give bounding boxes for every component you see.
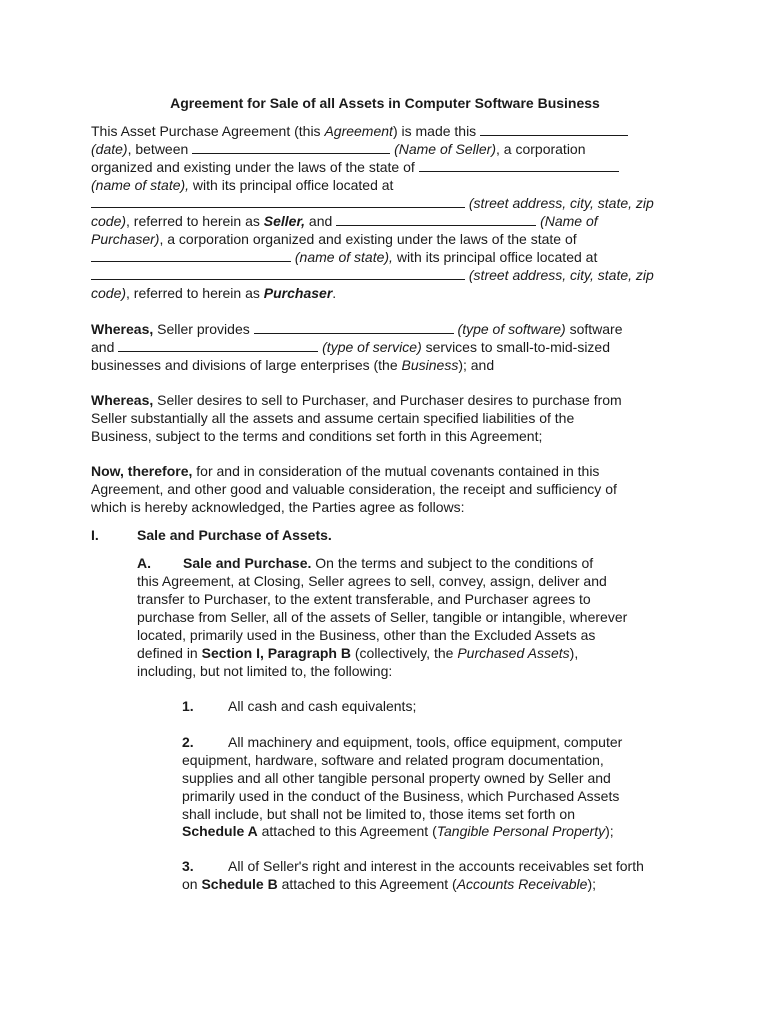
item-2-line-1: 2. All machinery and equipment, tools, office equipment, computer: [182, 734, 623, 750]
intro-line-10: code), referred to herein as Purchaser.: [91, 285, 337, 301]
sub-a-line-1: A. Sale and Purchase. On the terms and subject to the conditions of: [137, 555, 594, 571]
seller-name-blank[interactable]: [192, 141, 390, 154]
document-title: Agreement for Sale of all Assets in Computer Software Business: [170, 95, 600, 111]
whereas1-line-1: Whereas, Seller provides (type of software) software: [91, 321, 623, 337]
item-3-line-1: 3. All of Seller's right and interest in the accounts receivables set forth: [182, 858, 644, 874]
item-3-line-2: on Schedule B attached to this Agreement (Accounts Receivable);: [182, 876, 597, 892]
whereas1-line-3: businesses and divisions of large enterprises (the Business); and: [91, 357, 495, 373]
item-2-line-3: supplies and all other tangible personal property owned by Seller and: [182, 770, 611, 786]
purchaser-name-blank[interactable]: [336, 213, 536, 226]
item-2-line-5: shall include, but shall not be limited to, those items set forth on: [182, 806, 575, 822]
intro-line-8: (name of state), with its principal office located at: [91, 248, 597, 266]
sub-a-line-4: purchase from Seller, all of the assets of Seller, tangible or intangible, wherever: [137, 609, 628, 625]
intro-line-6: code), referred to herein as Seller, and (Name of: [91, 213, 598, 229]
seller-address-blank[interactable]: [91, 195, 465, 208]
sub-a-line-2: this Agreement, at Closing, Seller agrees to sell, convey, assign, deliver and: [137, 573, 607, 589]
sub-a-line-6: defined in Section I, Paragraph B (collectively, the Purchased Assets),: [137, 645, 579, 661]
intro-line-1: This Asset Purchase Agreement (this Agreement) is made this: [91, 122, 628, 140]
section-1-heading: I. Sale and Purchase of Assets.: [91, 527, 332, 543]
whereas1-line-2: and (type of service) services to small-to-mid-sized: [91, 339, 610, 355]
sub-a-line-7: including, but not limited to, the following:: [137, 663, 393, 679]
purchaser-address-blank[interactable]: [91, 267, 465, 280]
sub-a-line-3: transfer to Purchaser, to the extent transferable, and Purchaser agrees to: [137, 591, 591, 607]
therefore-line-2: Agreement, and other good and valuable consideration, the receipt and sufficiency of: [91, 481, 617, 497]
intro-line-9: (street address, city, state, zip: [91, 266, 654, 284]
date-blank[interactable]: [480, 123, 628, 136]
intro-line-7: Purchaser), a corporation organized and existing under the laws of the state of: [91, 231, 577, 247]
intro-line-5: (street address, city, state, zip: [91, 194, 654, 212]
therefore-line-3: which is hereby acknowledged, the Parties agree as follows:: [91, 499, 465, 515]
intro-line-2: (date), between (Name of Seller), a corporation: [91, 141, 586, 157]
therefore-line-1: Now, therefore, for and in consideration of the mutual covenants contained in this: [91, 463, 600, 479]
purchaser-state-blank[interactable]: [91, 249, 291, 262]
software-type-blank[interactable]: [254, 321, 454, 334]
whereas2-line-3: Business, subject to the terms and conditions set forth in this Agreement;: [91, 428, 543, 444]
intro-line-4: (name of state), with its principal office located at: [91, 177, 394, 193]
item-2-line-6: Schedule A attached to this Agreement (Tangible Personal Property);: [182, 823, 614, 839]
item-2-line-4: primarily used in the conduct of the Business, which Purchased Assets: [182, 788, 620, 804]
item-2-line-2: equipment, hardware, software and related program documentation,: [182, 752, 604, 768]
whereas2-line-1: Whereas, Seller desires to sell to Purchaser, and Purchaser desires to purchase from: [91, 392, 622, 408]
intro-line-3: organized and existing under the laws of the state of: [91, 158, 619, 176]
service-type-blank[interactable]: [118, 339, 318, 352]
whereas2-line-2: Seller substantially all the assets and assume certain specified liabilities of the: [91, 410, 575, 426]
seller-state-blank[interactable]: [419, 159, 619, 172]
sub-a-line-5: located, primarily used in the Business, other than the Excluded Assets as: [137, 627, 596, 643]
item-1: 1. All cash and cash equivalents;: [182, 698, 417, 714]
